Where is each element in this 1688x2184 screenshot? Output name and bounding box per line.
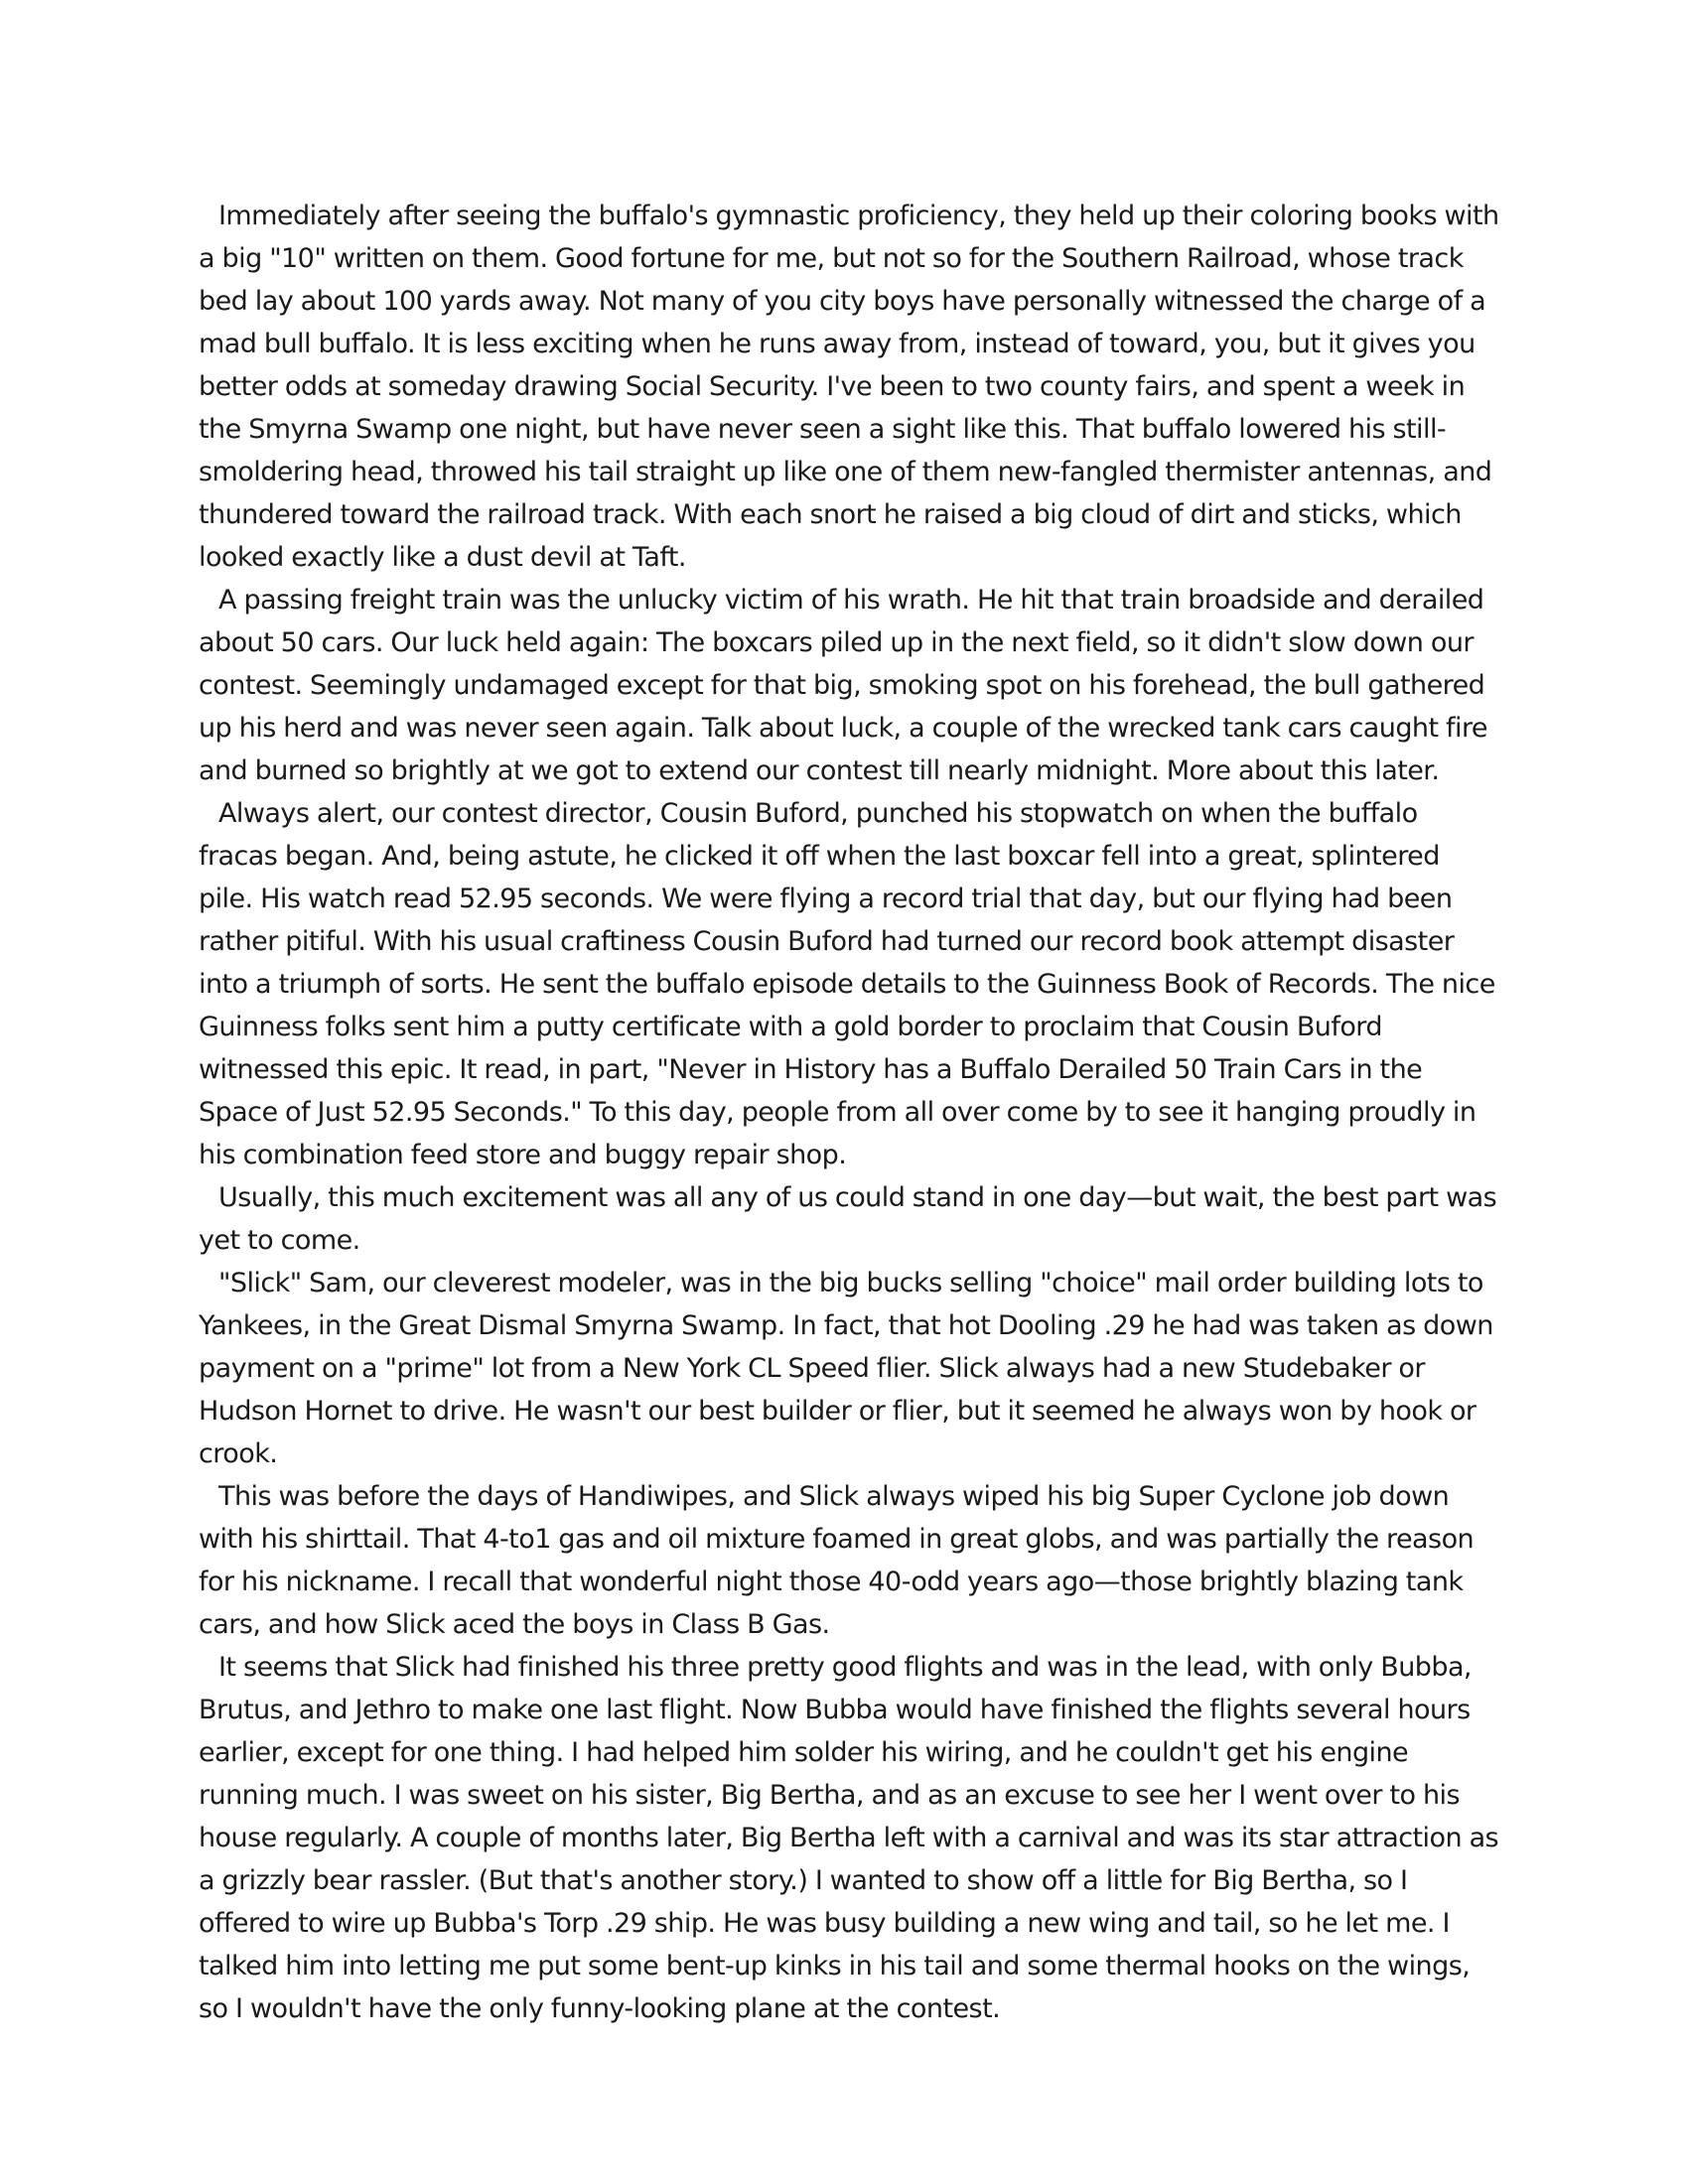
paragraph-1: Immediately after seeing the buffalo's gymnastic proficiency, they held up their coloring books with a big "10" written on them. Good fortune for me, but not so for the Southern Railroad, whose track bed lay about 100 yards away. Not many of you city boys have personally witnessed the charge of a mad bull buffalo. It is less exciting when he runs away from, instead of toward, you, but it gives you better odds at someday drawing Social Security. I've been to two county fairs, and spent a week in the Smyrna Swamp one night, but have never seen a sight like this. That buffalo lowered his still-smoldering head, throwed his tail straight up like one of them new-fangled thermister antennas, and thundered toward the railroad track. With each snort he raised a big cloud of dirt and sticks, which looked exactly like a dust devil at Taft. (199, 201, 1499, 573)
paragraph-3: Always alert, our contest director, Cousin Buford, punched his stopwatch on when the buffalo fracas began. And, being astute, he clicked it off when the last boxcar fell into a great, splintered pile. His watch read 52.95 seconds. We were flying a record trial that day, but our flying had been rather pitiful. With his usual craftiness Cousin Buford had turned our record book attempt disaster into a triumph of sorts. He sent the buffalo episode details to the Guinness Book of Records. The nice Guinness folks sent him a putty certificate with a gold border to proclaim that Cousin Buford witnessed this epic. It read, in part, "Never in History has a Buffalo Derailed 50 Train Cars in the Space of Just 52.95 Seconds." To this day, people from all over come by to see it hanging proudly in his combination feed store and buggy repair shop. (199, 798, 1495, 1170)
paragraph-5: "Slick" Sam, our cleverest modeler, was in the big bucks selling "choice" mail order building lots to Yankees, in the Great Dismal Smyrna Swamp. In fact, that hot Dooling .29 he had was taken as down payment on a "prime" lot from a New York CL Speed flier. Slick always had a new Studebaker or Hudson Hornet to drive. He wasn't our best builder or flier, but it seemed he always won by hook or crook. (199, 1268, 1493, 1469)
paragraph-2: A passing freight train was the unlucky victim of his wrath. He hit that train broadside and derailed about 50 cars. Our luck held again: The boxcars piled up in the next field, so it didn't slow down our contest. Seemingly undamaged except for that big, smoking spot on his forehead, the bull gathered up his herd and was never seen again. Talk about luck, a couple of the wrecked tank cars caught fire and burned so brightly at we got to extend our contest till nearly midnight. More about this later. (199, 585, 1487, 786)
document-page (199, 195, 1499, 2030)
paragraph-6: This was before the days of Handiwipes, and Slick always wiped his big Super Cyclone job down with his shirttail. That 4-to1 gas and oil mixture foamed in great globs, and was partially the reason for his nickname. I recall that wonderful night those 40-odd years ago—those brightly blazing tank cars, and how Slick aced the boys in Class B Gas. (199, 1481, 1475, 1640)
paragraph-7: It seems that Slick had finished his three pretty good flights and was in the lead, with only Bubba, Brutus, and Jethro to make one last flight. Now Bubba would have finished the flights several hours earlier, except for one thing. I had helped him solder his wiring, and he couldn't get his engine running much. I was sweet on his sister, Big Bertha, and as an excuse to see her I went over to his house regularly. A couple of months later, Big Bertha left with a carnival and was its star attraction as a grizzly bear rassler. (But that's another story.) I wanted to show off a little for Big Bertha, so I offered to wire up Bubba's Torp .29 ship. He was busy building a new wing and tail, so he let me. I talked him into letting me put some bent-up kinks in his tail and some thermal hooks on the wings, so I wouldn't have the only funny-looking plane at the contest. (199, 1652, 1499, 2024)
paragraph-4: Usually, this much excitement was all any of us could stand in one day—but wait, the best part was yet to come. (199, 1182, 1497, 1256)
